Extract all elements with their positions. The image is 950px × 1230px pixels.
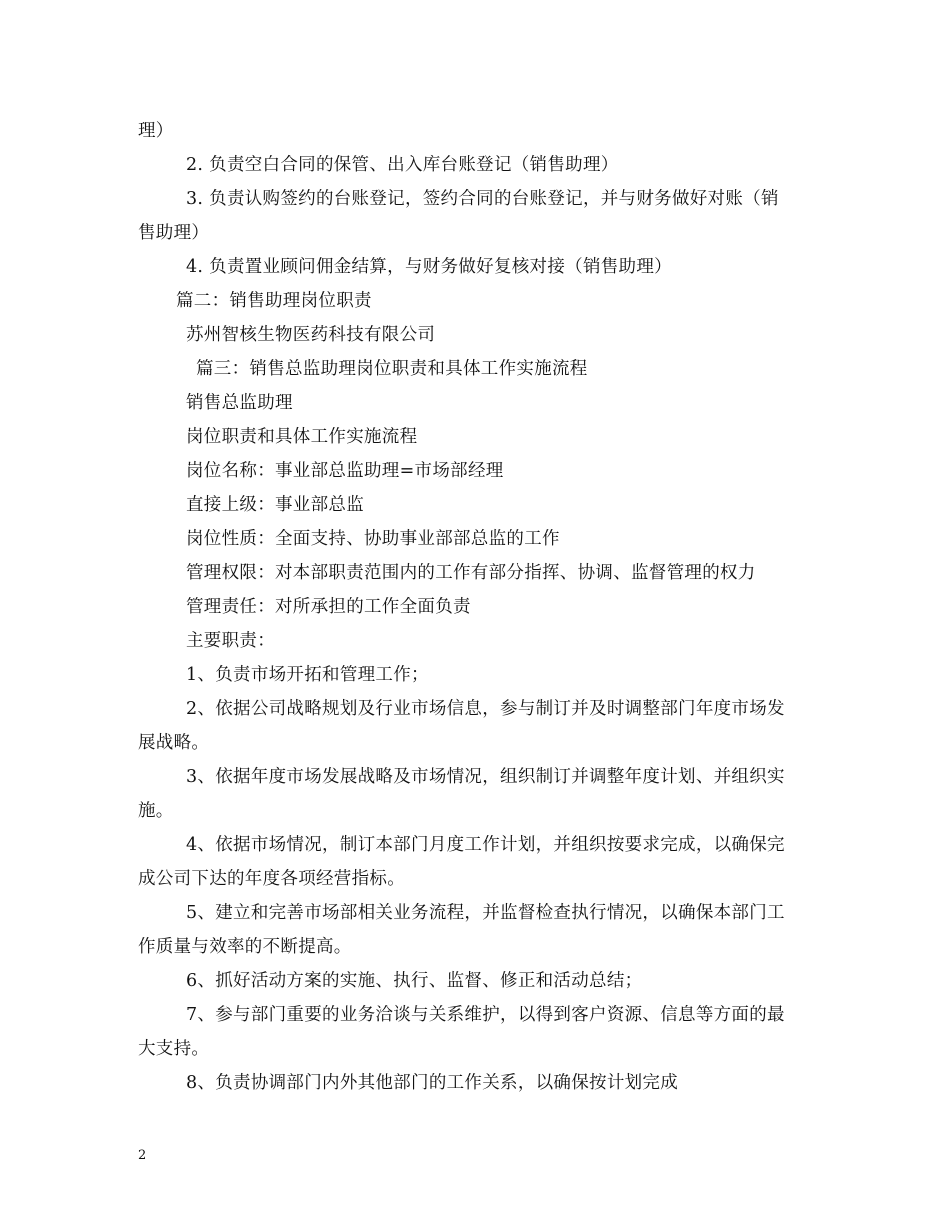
text-line: 岗位职责和具体工作实施流程 xyxy=(186,427,418,447)
text-line: 展战略。 xyxy=(138,733,210,753)
text-line: 售助理） xyxy=(138,223,210,243)
text-line: 理） xyxy=(138,121,174,141)
text-line: 管理权限：对本部职责范围内的工作有部分指挥、协调、监督管理的权力 xyxy=(186,563,756,583)
text-line: 岗位名称：事业部总监助理=市场部经理 xyxy=(186,461,504,481)
text-line: 8、负责协调部门内外其他部门的工作关系，以确保按计划完成 xyxy=(186,1073,679,1093)
text-line: 4. 负责置业顾问佣金结算，与财务做好复核对接（销售助理） xyxy=(186,257,672,277)
section-heading: 篇三：销售总监助理岗位职责和具体工作实施流程 xyxy=(196,359,588,379)
text-line: 直接上级：事业部总监 xyxy=(186,495,364,515)
text-line: 施。 xyxy=(138,801,174,821)
section-heading: 篇二：销售助理岗位职责 xyxy=(176,291,372,311)
text-line: 作质量与效率的不断提高。 xyxy=(138,937,352,957)
text-line: 2、依据公司战略规划及行业市场信息，参与制订并及时调整部门年度市场发 xyxy=(186,699,785,719)
page-number: 2 xyxy=(138,1148,147,1163)
text-line: 管理责任：对所承担的工作全面负责 xyxy=(186,597,471,617)
text-line: 5、建立和完善市场部相关业务流程，并监督检查执行情况，以确保本部门工 xyxy=(186,903,785,923)
text-line: 7、参与部门重要的业务洽谈与关系维护，以得到客户资源、信息等方面的最 xyxy=(186,1005,785,1025)
text-line: 大支持。 xyxy=(138,1039,210,1059)
text-line: 2. 负责空白合同的保管、出入库台账登记（销售助理） xyxy=(186,155,619,175)
text-line: 岗位性质：全面支持、协助事业部部总监的工作 xyxy=(186,529,560,549)
text-line: 3. 负责认购签约的台账登记，签约合同的台账登记，并与财务做好对账（销 xyxy=(186,189,779,209)
text-line: 1、负责市场开拓和管理工作； xyxy=(186,665,429,685)
text-line: 主要职责： xyxy=(186,631,275,651)
company-name: 苏州智核生物医药科技有限公司 xyxy=(186,325,436,345)
text-line: 销售总监助理 xyxy=(186,393,293,413)
text-line: 成公司下达的年度各项经营指标。 xyxy=(138,869,405,889)
text-line: 3、依据年度市场发展战略及市场情况，组织制订并调整年度计划、并组织实 xyxy=(186,767,785,787)
text-line: 6、抓好活动方案的实施、执行、监督、修正和活动总结； xyxy=(186,971,643,991)
text-line: 4、依据市场情况，制订本部门月度工作计划，并组织按要求完成，以确保完 xyxy=(186,835,785,855)
